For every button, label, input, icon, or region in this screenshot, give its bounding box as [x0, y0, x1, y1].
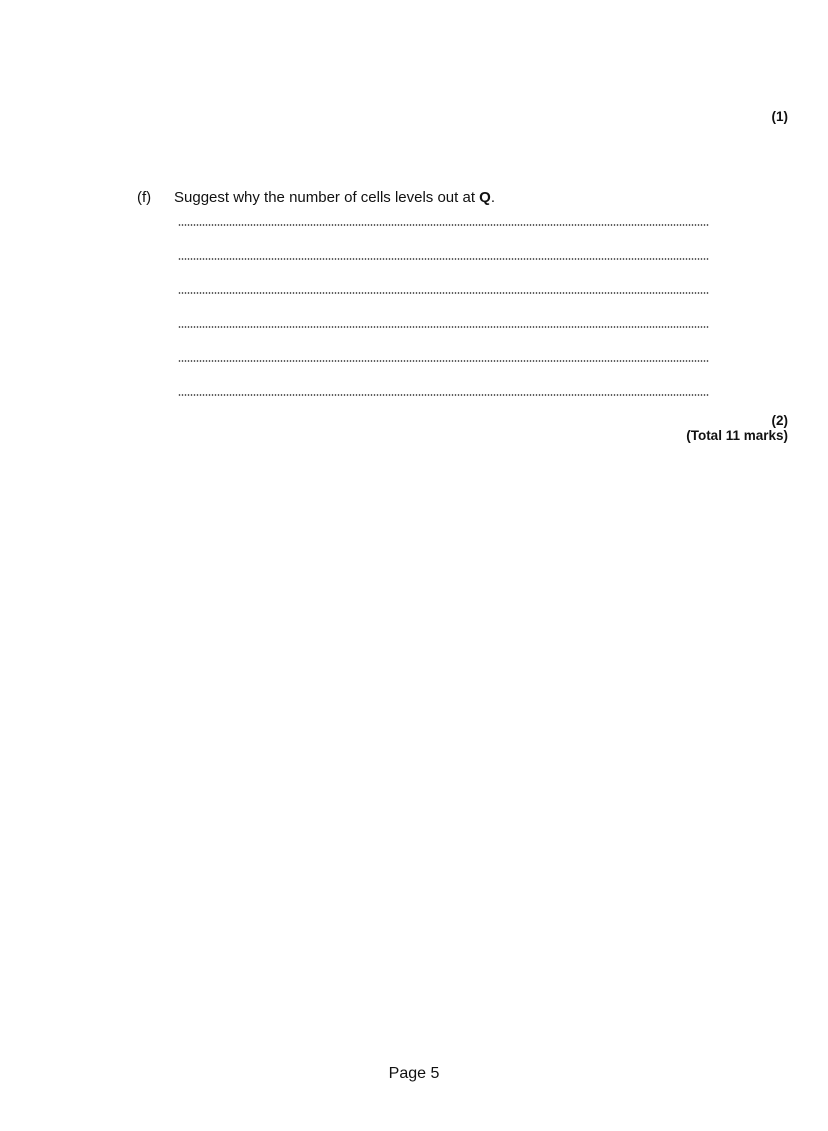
question-text — [174, 189, 495, 206]
previous-part-marks: (1) — [771, 109, 788, 124]
answer-line[interactable] — [178, 258, 709, 260]
question-bold-letter: Q — [479, 189, 491, 206]
answer-line[interactable] — [178, 360, 709, 362]
answer-line[interactable] — [178, 224, 709, 226]
question-text-end: . — [490, 189, 496, 206]
part-marks: (2) — [771, 413, 788, 428]
answer-line[interactable] — [178, 292, 709, 294]
page-number: Page 5 — [388, 1065, 440, 1082]
marks-block — [686, 413, 788, 443]
answer-line[interactable] — [178, 326, 709, 328]
question-text-start: Suggest why the number of cells levels out at — [174, 189, 480, 206]
answer-line[interactable] — [178, 394, 709, 396]
answer-lines — [178, 224, 709, 396]
question-part-label: (f) — [137, 189, 152, 206]
total-marks: (Total 11 marks) — [686, 428, 788, 443]
